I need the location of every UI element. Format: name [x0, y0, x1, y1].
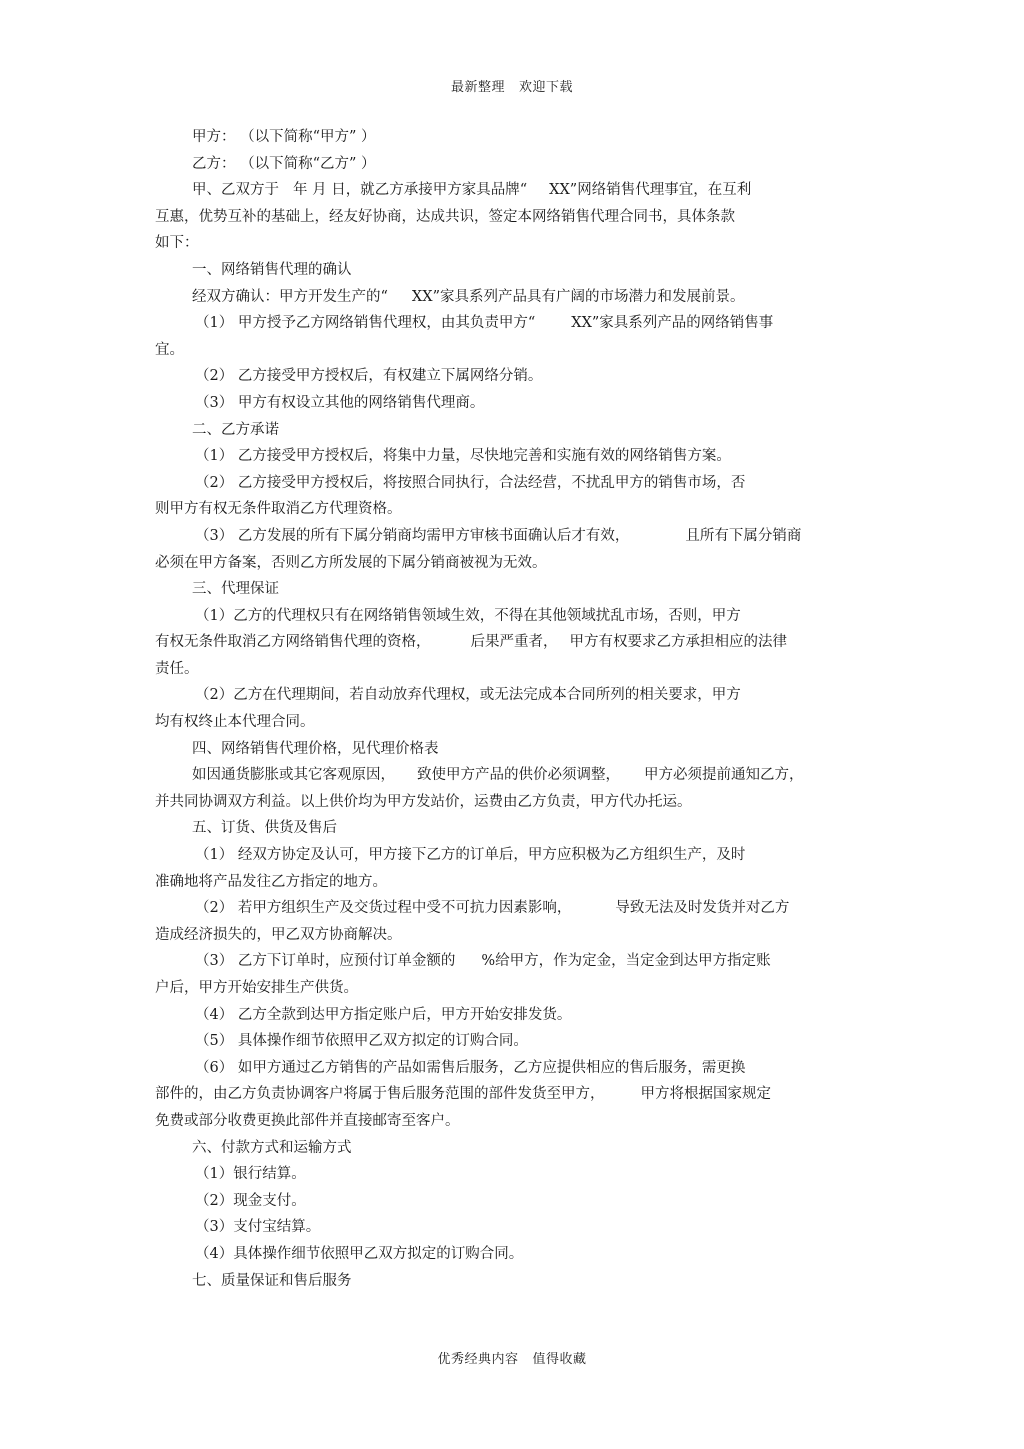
header-left-text: 最新整理 [450, 80, 505, 95]
section-title: 六、付款方式和运输方式 [192, 1139, 352, 1156]
text-segment: 责任。 [155, 660, 199, 677]
clause-line [155, 523, 855, 550]
text-segment: 甲方有权要求乙方承担相应的法律 [569, 634, 787, 651]
clause-line [155, 443, 855, 470]
clause-line [155, 869, 855, 896]
text-segment: （1） 甲方授予乙方网络销售代理权，由其负责甲方“ [195, 315, 536, 332]
text-segment: %给甲方，作为定金，当定金到达甲方指定账 [481, 953, 771, 970]
clause-line [155, 363, 855, 390]
clause-line [155, 895, 855, 922]
section-heading [155, 1135, 855, 1162]
text-segment: 如下： [155, 235, 199, 252]
text-segment: 宜。 [155, 341, 184, 358]
clause-line [155, 1055, 855, 1082]
clause-line [155, 310, 855, 337]
text-segment: XX”网络销售代理事宜，在互利 [549, 182, 752, 199]
text-segment: 致使甲方产品的供价必须调整， [417, 767, 620, 784]
text-segment: 并共同协调双方利益。以上供价均为甲方发站价，运费由乙方负责，甲方代办托运。 [155, 793, 692, 810]
text-segment: （3）支付宝结算。 [195, 1219, 321, 1236]
section-heading [155, 736, 855, 763]
text-segment: （1）乙方的代理权只有在网络销售领域生效，不得在其他领域扰乱市场，否则，甲方 [195, 607, 741, 624]
text-segment: 则甲方有权无条件取消乙方代理资格。 [155, 501, 402, 518]
text-segment: 部件的，由乙方负责协调客户将属于售后服务范围的部件发货至甲方， [155, 1086, 605, 1103]
text-segment: 均有权终止本代理合同。 [155, 714, 315, 731]
section-title: 七、质量保证和售后服务 [192, 1272, 352, 1289]
text-segment: （2） 乙方接受甲方授权后，有权建立下属网络分销。 [195, 368, 543, 385]
text-segment: （2）现金支付。 [195, 1192, 306, 1209]
text-segment: （6） 如甲方通过乙方销售的产品如需售后服务，乙方应提供相应的售后服务，需更换 [195, 1059, 746, 1076]
footer-left-text: 优秀经典内容 [437, 1352, 519, 1367]
clause-line [155, 1002, 855, 1029]
clause-line [155, 682, 855, 709]
clause-line [155, 1241, 855, 1268]
paragraph-line [155, 230, 855, 257]
text-segment: （4） 乙方全款到达甲方指定账户后，甲方开始安排发货。 [195, 1006, 572, 1023]
clause-line [155, 337, 855, 364]
text-segment: 互惠，优势互补的基础上，经友好协商，达成共识，签定本网络销售代理合同书，具体条款 [155, 208, 735, 225]
clause-line [155, 842, 855, 869]
text-segment: 户后，甲方开始安排生产供货。 [155, 980, 358, 996]
text-segment: （2）乙方在代理期间，若自动放弃代理权，或无法完成本合同所列的相关要求，甲方 [195, 687, 741, 704]
section-heading [155, 576, 855, 603]
clause-line [155, 709, 855, 736]
clause-line [155, 1028, 855, 1055]
text-segment: 必须在甲方备案，否则乙方所发展的下属分销商被视为无效。 [155, 554, 547, 571]
party-a-line [155, 124, 855, 151]
clause-line [155, 550, 855, 577]
text-segment: 造成经济损失的，甲乙双方协商解决。 [155, 926, 402, 943]
paragraph-line [155, 762, 855, 789]
section-heading [155, 815, 855, 842]
clause-line [155, 922, 855, 949]
party-a-text: 甲方： （以下简称“甲方” ） [192, 129, 376, 145]
clause-line [155, 603, 855, 630]
clause-line [155, 629, 855, 656]
text-segment: （3） 乙方发展的所有下属分销商均需甲方审核书面确认后才有效， [195, 527, 630, 544]
paragraph-line [155, 284, 855, 311]
clause-line [155, 470, 855, 497]
text-segment: （2） 乙方接受甲方授权后，将按照合同执行，合法经营，不扰乱甲方的销售市场，否 [195, 474, 746, 491]
clause-line [155, 948, 855, 975]
clause-line [155, 1108, 855, 1135]
text-segment: 后果严重者， [470, 634, 558, 651]
text-segment: （1） 经双方协定及认可，甲方接下乙方的订单后，甲方应积极为乙方组织生产，及时 [195, 847, 746, 864]
clause-line [155, 975, 855, 1002]
text-segment: （4）具体操作细节依照甲乙双方拟定的订购合同。 [195, 1245, 524, 1262]
section-heading [155, 417, 855, 444]
paragraph-line [155, 204, 855, 231]
clause-line [155, 1214, 855, 1241]
text-segment: 如因通货膨胀或其它客观原因， [192, 767, 395, 784]
text-segment: 有权无条件取消乙方网络销售代理的资格， [155, 634, 431, 651]
clause-line [155, 390, 855, 417]
text-segment: 年 月 日，就乙方承接甲方家具品牌“ [293, 182, 528, 199]
section-heading [155, 1268, 855, 1295]
text-segment: 导致无法及时发货并对乙方 [615, 900, 790, 917]
text-segment: 甲、乙双方于 [192, 182, 279, 199]
clause-line [155, 1081, 855, 1108]
text-segment: XX”家具系列产品的网络销售事 [571, 315, 774, 332]
clause-line [155, 496, 855, 523]
text-segment: 且所有下属分销商 [685, 527, 802, 544]
page-header [0, 76, 1024, 95]
clause-line [155, 1161, 855, 1188]
text-segment: （1）银行结算。 [195, 1166, 306, 1183]
header-right-text: 欢迎下载 [519, 80, 574, 95]
text-segment: 甲方必须提前通知乙方， [644, 767, 804, 784]
section-title: 二、乙方承诺 [192, 421, 279, 438]
paragraph-line [155, 177, 855, 204]
text-segment: （2） 若甲方组织生产及交货过程中受不可抗力因素影响， [195, 900, 572, 917]
paragraph-line [155, 789, 855, 816]
section-heading [155, 257, 855, 284]
clause-line [155, 656, 855, 683]
text-segment: （1） 乙方接受甲方授权后，将集中力量，尽快地完善和实施有效的网络销售方案。 [195, 448, 731, 465]
section-title: 三、代理保证 [192, 581, 279, 598]
contract-body [155, 124, 855, 1294]
section-title: 一、网络销售代理的确认 [192, 261, 352, 278]
party-b-text: 乙方： （以下简称“乙方” ） [192, 155, 376, 172]
section-title: 四、网络销售代理价格，见代理价格表 [192, 740, 439, 757]
text-segment: 免费或部分收费更换此部件并直接邮寄至客户。 [155, 1112, 460, 1129]
section-title: 五、订货、供货及售后 [192, 820, 337, 837]
text-segment: （3） 甲方有权设立其他的网络销售代理商。 [195, 394, 485, 411]
text-segment: （3） 乙方下订单时，应预付订单金额的 [195, 953, 456, 970]
clause-line [155, 1188, 855, 1215]
text-segment: 经双方确认：甲方开发生产的“ [192, 288, 388, 305]
party-b-line [155, 151, 855, 178]
page-footer [0, 1348, 1024, 1367]
footer-right-text: 值得收藏 [532, 1352, 587, 1367]
text-segment: 甲方将根据国家规定 [640, 1086, 771, 1103]
text-segment: 准确地将产品发往乙方指定的地方。 [155, 873, 387, 890]
text-segment: （5） 具体操作细节依照甲乙双方拟定的订购合同。 [195, 1033, 528, 1050]
text-segment: XX”家具系列产品具有广阔的市场潜力和发展前景。 [411, 288, 745, 305]
